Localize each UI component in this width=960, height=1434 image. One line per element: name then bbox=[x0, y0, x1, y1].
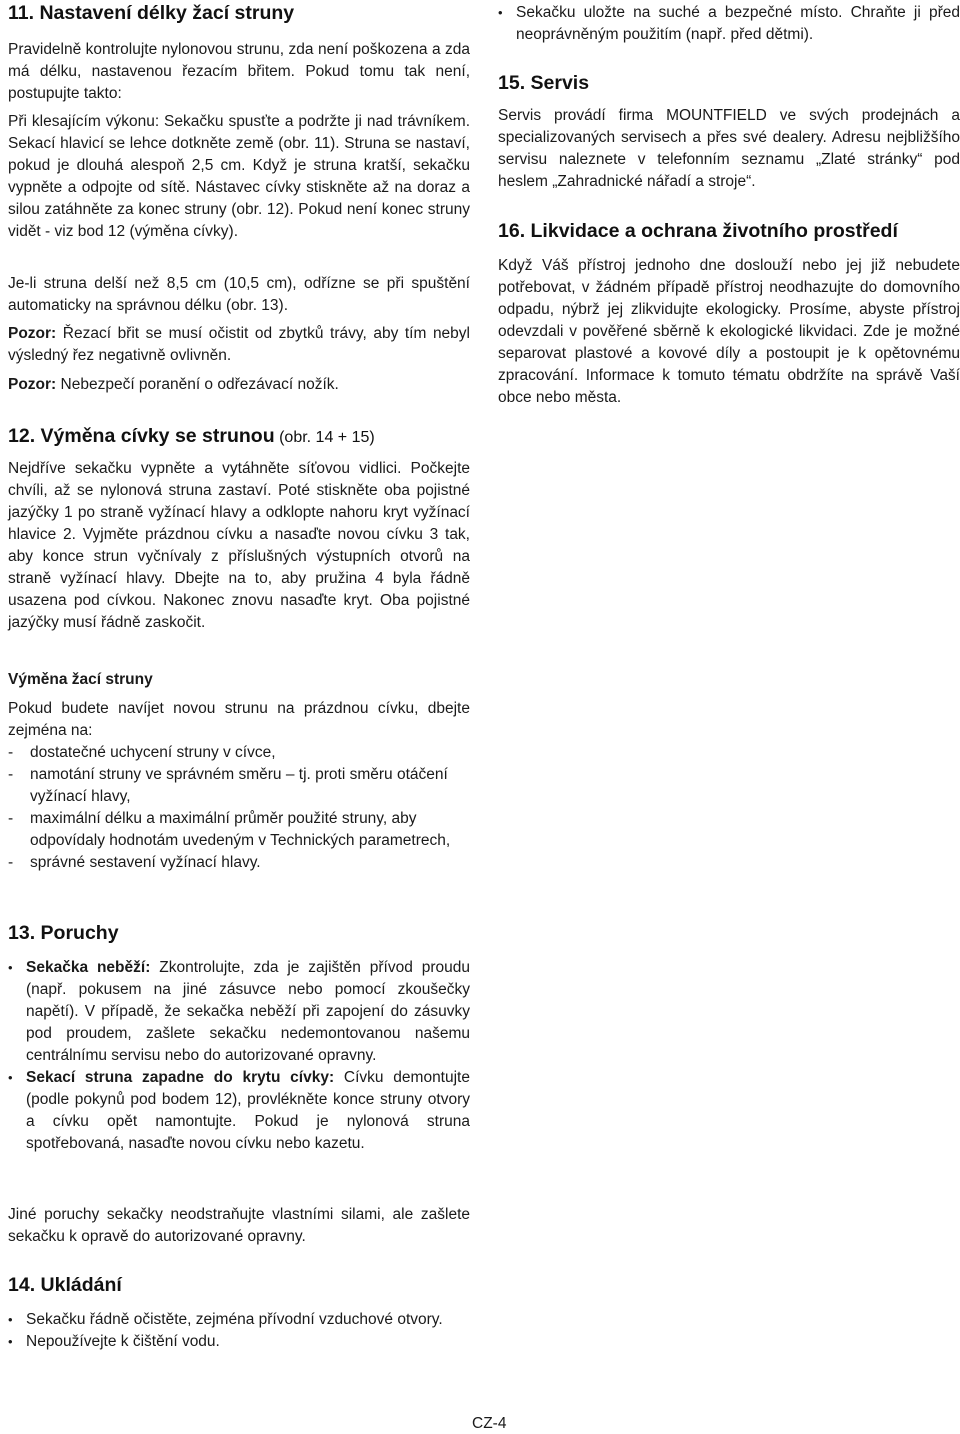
section-12-spool-text: Nejdříve sekačku vypněte a vytáhněte síťovou vidlici. Počkejte chvíli, až se nylonová struna zastaví. Poté stiskněte oba pojistné jazýčky 1 po straně vyžínací hlavy a odklopte nahoru kryt vyžínací hlavice 2. Vyjměte prázdnou cívku a nasaďte novou cívku 3 tak, aby konce strun vyčnívaly z příslušných výstupních otvorů na straně vyžínací hlavy. Dbejte na to, aby pružina 4 byla řádně usazena pod cívkou. Nakonec znovu nasaďte kryt. Oba pojistné jazýčky musí řádně zaskočit. bbox=[8, 460, 470, 631]
warning-label: Pozor: bbox=[8, 325, 57, 342]
section-14-title: 14. Ukládání bbox=[8, 1274, 122, 1296]
list-item: - dostatečné uchycení struny v cívce, bbox=[8, 742, 470, 764]
section-11-warning-2 bbox=[8, 374, 470, 396]
section-12-checklist bbox=[8, 742, 470, 874]
section-12-title-suffix: (obr. 14 + 15) bbox=[274, 429, 375, 446]
subtitle-text: Výměna žací struny bbox=[8, 671, 153, 688]
section-12-title-main: 12. Výměna cívky se strunou bbox=[8, 425, 275, 447]
page-number: CZ-4 bbox=[472, 1415, 507, 1432]
section-12-string-intro: Pokud budete navíjet novou strunu na prázdnou cívku, dbejte zejména na: bbox=[8, 700, 470, 739]
section-11-procedure: Při klesajícím výkonu: Sekačku spusťte a podržte ji nad trávníkem. Sekací hlavicí se lehce dotkněte země (obr. 11). Struna se nastaví, pokud je dlouhá alespoň 2,5 cm. Když je struna kratší, sekačku vypněte a odpojte od sítě. Nástavec cívky stiskněte až na doraz a silou zatáhněte za konec struny (obr. 12). Pokud není konec struny vidět - viz bod 12 (výměna cívky). bbox=[8, 113, 470, 240]
section-16-title: 16. Likvidace a ochrana životního prostředí bbox=[498, 220, 898, 242]
fault-text: Zkontrolujte, zda je zajištěn přívod proudu (např. pokusem na jiné zásuvce nebo pomocí zkoušečky napětí). V případě, že sekačka neběží při zapojení do zásuvky pod proudem, zašlete sekačku nedemontovanou našemu centrálnímu servisu nebo do autorizované opravny. bbox=[26, 959, 470, 1064]
list-item: - namotání struny ve správném směru – tj. proti směru otáčení vyžínací hlavy, bbox=[8, 764, 470, 808]
warning-text: Nebezpečí poranění o odřezávací nožík. bbox=[56, 376, 339, 393]
section-15-title: 15. Servis bbox=[498, 72, 590, 94]
section-11-title: 11. Nastavení délky žací struny bbox=[8, 2, 295, 24]
fault-label: Sekací struna zapadne do krytu cívky: bbox=[26, 1069, 335, 1086]
section-11-long-string: Je-li struna delší než 8,5 cm (10,5 cm), odřízne se při spuštění automaticky na správnou délku (obr. 13). bbox=[8, 275, 470, 314]
list-item: • Sekačku uložte na suché a bezpečné místo. Chraňte ji před neoprávněným použitím (např. před dětmi). bbox=[498, 2, 960, 46]
storage-item-list bbox=[498, 2, 960, 46]
list-item: - maximální délku a maximální průměr použité struny, aby odpovídaly hodnotám uvedeným v Technických parametrech, bbox=[8, 808, 470, 852]
warning-label: Pozor: bbox=[8, 376, 57, 393]
section-11-warning-1 bbox=[8, 323, 470, 367]
list-item: • Sekačku řádně očistěte, zejména přívodní vzduchové otvory. bbox=[8, 1309, 470, 1331]
list-item bbox=[8, 957, 470, 1067]
section-14-list bbox=[8, 1309, 470, 1353]
section-13-other-faults: Jiné poruchy sekačky neodstraňujte vlastními silami, ale zašlete sekačku k opravě do autorizované opravny. bbox=[8, 1206, 470, 1245]
list-item: - správné sestavení vyžínací hlavy. bbox=[8, 852, 470, 874]
section-11-intro: Pravidelně kontrolujte nylonovou strunu, zda není poškozena a zda má délku, nastavenou řezacím břitem. Pokud tomu tak není, postupujte takto: bbox=[8, 41, 470, 102]
warning-text: Řezací břit se musí očistit od zbytků trávy, aby tím nebyl výsledný řez negativně ovlivněn. bbox=[8, 325, 470, 364]
section-13-list bbox=[8, 957, 470, 1155]
fault-text: Cívku demontujte (podle pokynů pod bodem 12), provlékněte konce struny otvory a cívku opět namontujte. Pokud je nylonová struna spotřebovaná, nasaďte novou cívku nebo kazetu. bbox=[26, 1069, 470, 1152]
section-12-subtitle bbox=[8, 669, 470, 691]
section-16-text: Když Váš přístroj jednoho dne doslouží nebo jej již nebudete potřebovat, v žádném případě přístroj neodhazujte do domovního odpadu, nýbrž jej zlikvidujte ekologicky. Prosíme, abyste přístroj odevzdali v pověřené sběrně k ekologické likvidaci. Zde je možné separovat plastové a kovové díly a postoupit je k opětovnému zpracování. Informace k tomuto tématu obdržíte na správě Vaší obce nebo města. bbox=[498, 257, 960, 406]
fault-label: Sekačka neběží: bbox=[26, 959, 151, 976]
section-15-text: Servis provádí firma MOUNTFIELD ve svých prodejnách a specializovaných servisech a přes své dealery. Adresu nejbližšího servisu naleznete v telefonním seznamu „Zlaté stránky“ pod heslem „Zahradnické nářadí a stroje“. bbox=[498, 107, 960, 190]
list-item: • Nepoužívejte k čištění vodu. bbox=[8, 1331, 470, 1353]
section-12-title bbox=[8, 424, 375, 450]
section-13-title: 13. Poruchy bbox=[8, 922, 119, 944]
list-item bbox=[8, 1067, 470, 1155]
